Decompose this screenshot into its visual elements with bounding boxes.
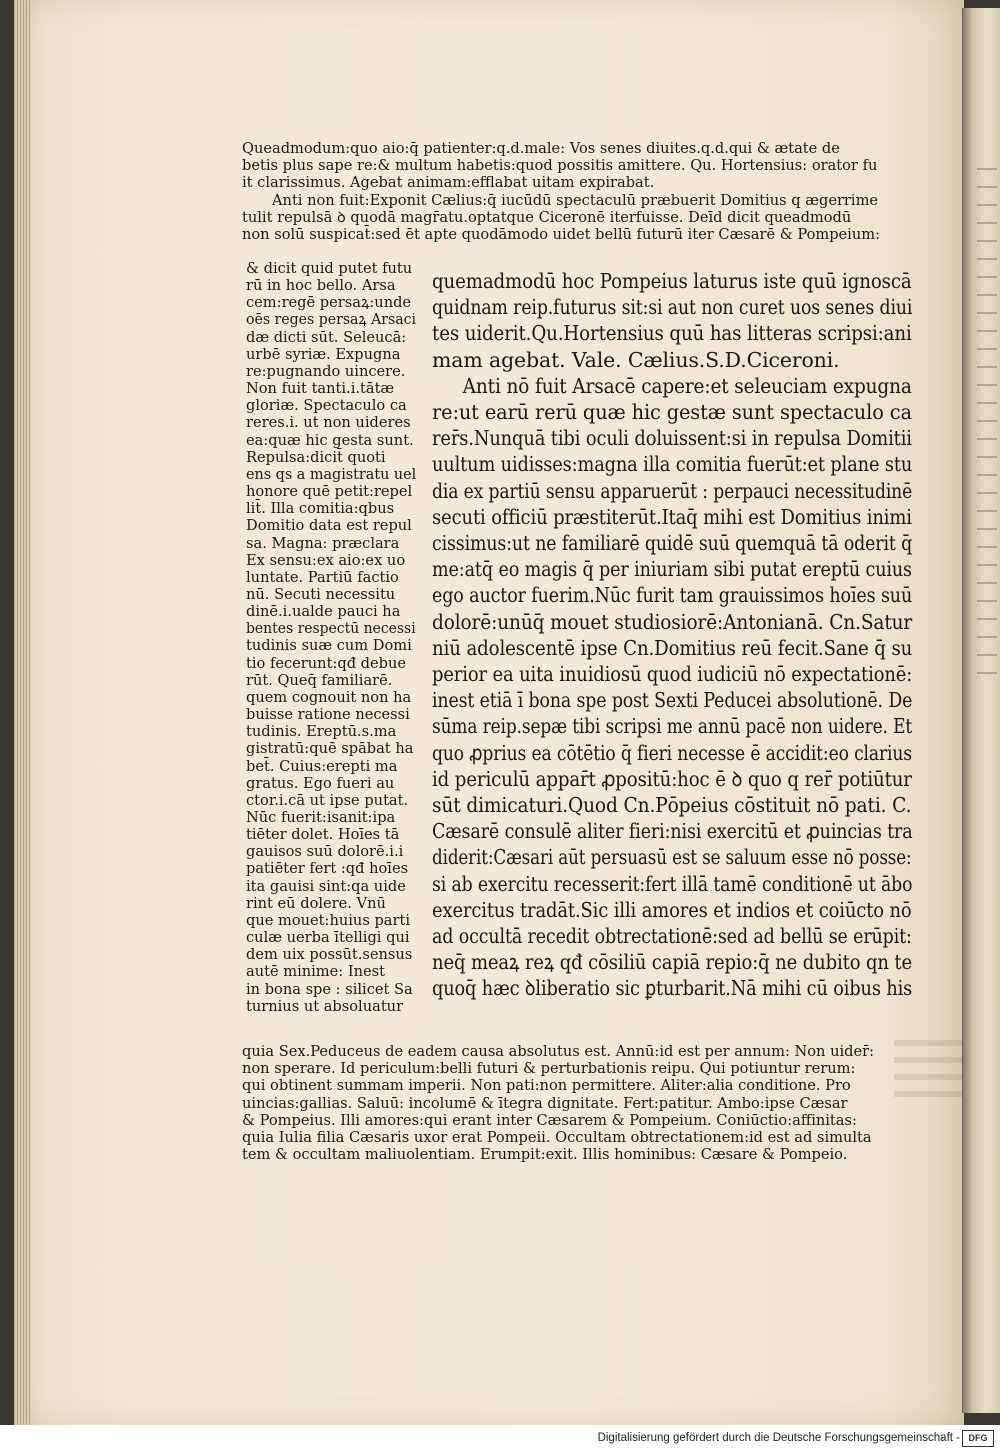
gloss-line: rint eū dolere. Vnū — [246, 894, 386, 912]
show-through-text — [894, 1040, 964, 1100]
gloss-line: gauisos suū dolorē.i.i — [246, 843, 404, 861]
commentary-line: tulit repulsā ꝺ quodā magr̄atu.optatque Ciceronē iterfuisse. Deīd dicit queadmodū — [242, 208, 852, 226]
main-text-line: neq̄ meaꝝ reꝝ qđ cōsiliū capiā repio:q̄ ne dubito qn te — [432, 950, 913, 975]
commentary-line: Anti non fuit:Exponit Cælius:q̄ iucūdū spectaculū præbuerit Domitius q ægerrime — [272, 191, 879, 209]
main-text-line: dolorē:unūq̄ mouet studiosiorē:Antonianā. Cn.Satur — [432, 609, 913, 634]
gloss-line: culæ uerba ītelligi qui — [246, 929, 410, 947]
gloss-line: ctor.i.cā ut ipse putat. — [246, 791, 409, 809]
gloss-line: Ex sensu:ex aio:ex uo — [246, 551, 406, 569]
gloss-line: tiēter dolet. Hoīes tā — [246, 826, 400, 844]
main-text-line: diderit:Cæsari aūt persuasū est se saluum esse nō posse: — [432, 845, 912, 870]
main-text-line: secuti officiū præstiterūt.Itaq̄ mihi est Domitius inimi — [432, 504, 912, 529]
gloss-line: tio fecerunt:qđ debue — [246, 654, 407, 672]
gloss-line: oēs reges persaꝝ Arsaci — [246, 311, 417, 329]
main-text-line: re:ut earū rerū quæ hic gestæ sunt spectaculo ca — [432, 400, 912, 425]
gloss-line: que mouet:huius parti — [246, 911, 411, 929]
bottom-commentary-block — [242, 1043, 917, 1163]
main-text-line: quidnam reip.futurus sit:si aut non curet uos senes diui — [432, 295, 913, 320]
gloss-line: in bona spe : silicet Sa — [246, 980, 413, 998]
main-text-line: mam agebat. Vale. Cælius.S.D.Ciceroni. — [432, 347, 840, 372]
main-text-line: quoq̄ hæc ꝺliberatio sic ꝑturbarit.Nā mihi cū oibus his — [432, 976, 913, 1001]
gloss-line: dem uix possūt.sensus — [246, 946, 413, 964]
gloss-line: patiēter fert :qđ hoīes — [246, 860, 409, 878]
main-text-line: exercitus tradāt.Sic illi amores et indios et coiūcto nō — [432, 897, 912, 922]
main-text-line: me:atq̄ eo magis q̄ per iniuriam sibi putat ereptū cuius — [432, 557, 912, 582]
page-edge-stack — [14, 0, 30, 1425]
next-page-text-marks — [977, 168, 997, 688]
gloss-line: nū. Secuti necessitu — [246, 585, 396, 603]
top-commentary-block — [242, 140, 912, 243]
gloss-line: honore quē petit:repel — [246, 483, 413, 501]
gloss-line: Repulsa:dicit̄ quoti — [246, 448, 386, 466]
gloss-line: urbē syriæ. Expugna — [246, 345, 401, 363]
gloss-line: Domitio data est repul — [246, 517, 412, 535]
main-text-line: si ab exercitu recesserit:fert illā tamē conditionē ut ābo — [432, 871, 913, 896]
digitization-footer — [0, 1425, 1000, 1451]
main-text-line: dia ex partiū sensu apparuerūt : perpauci necessitudinē — [432, 478, 913, 503]
gloss-line: Nūc fuerit:isanit:ipa — [246, 809, 396, 826]
commentary-line: uincias:gallias. Saluū: incolumē & ītegra dignitate. Fert:patitur. Ambo:ipse Cæsar — [242, 1094, 848, 1112]
gloss-line: rū in hoc bello. Arsa — [246, 277, 396, 295]
main-text-line: tes uiderit.Qu.Hortensius quū has litteras scripsi:ani — [432, 321, 912, 346]
main-text-line: quemadmodū hoc Pompeius laturus iste quū ignoscā — [432, 269, 912, 293]
main-text-line: sūt dimicaturi.Quod Cn.Pōpeius cōstituit nō pati. C. — [432, 793, 912, 818]
gloss-line: tudinis suæ cum Domi — [246, 637, 412, 655]
gloss-line: sa. Magna: præclara — [246, 534, 400, 552]
commentary-line: it clarissimus. Agebat animam:efflabat uitam expirabat. — [242, 174, 655, 192]
gloss-line: Non fuit tanti.i.tātæ — [246, 380, 395, 398]
main-text-line: ego auctor fuerim.Nūc furit tam grauissimos hoīes suū — [432, 583, 913, 608]
gloss-line: lit̄. Illa comitia:qbus — [246, 500, 395, 518]
commentary-line: Queadmodum:quo aio:q̄ patienter:q.d.male: Vos senes diuites.q.d.qui & ætate de — [242, 140, 840, 157]
gloss-line: ens qs a magistratu uel — [246, 465, 417, 483]
gloss-line: re:pugnando uincere. — [246, 362, 406, 380]
gloss-line: turnius ut absoluatur — [246, 997, 404, 1015]
commentary-line: quia Sex.Peduceus de eadem causa absolutus est. Annū:id est per annum: Non uider̄: — [242, 1043, 875, 1060]
gloss-line: rūt. Queq̄ familiarē. — [246, 671, 393, 689]
main-text-line: quo ꝓprius ea cōtētio q̄ fieri necesse ē accidit:eo clarius — [432, 740, 912, 765]
main-text-line: cissimus:ut ne familiarē quidē suū quemquā tā oderit q̄ — [432, 531, 913, 556]
commentary-line: tem & occultam maliuolentiam. Erumpit:exit. Illis hominibus: Cæsare & Pompeio. — [242, 1146, 848, 1164]
main-text-line: id periculū appar̄t ꝓpositū:hoc ē ꝺ quo q rer̄ potiūtur — [432, 766, 912, 791]
gloss-line: dinē.i.ualde pauci ha — [246, 603, 401, 621]
main-text-line: Anti nō fuit Arsacē capere:et seleuciam expugna — [462, 373, 912, 398]
commentary-line: betis plus sape re:& multum habetis:quod possitis amittere. Qu. Hortensius: orator fu — [242, 157, 878, 175]
main-text-line: ad occultā recedit obtrectationē:sed ad bellū se erūpit: — [432, 924, 912, 949]
gloss-line: quem cognouit non ha — [246, 688, 412, 706]
main-text-line: uultum uidisses:magna illa comitia fuerūt:et plane stu — [432, 452, 913, 477]
commentary-line: qui obtinent summam imperii. Non pati:non permittere. Aliter:alia conditione. Pro — [242, 1077, 851, 1095]
gloss-line: bentes respectū necessi — [246, 620, 416, 638]
commentary-line: non sperare. Id periculum:belli futuri & perturbationis reipu. Qui potiuntur rerum: — [242, 1060, 856, 1078]
commentary-line: non solū suspicat̄:sed ēt apte quodāmodo uidet bellū futurū iter Cæsarē & Pompeium: — [242, 226, 881, 244]
gloss-line: cem:regē persaꝝ:unde — [246, 294, 412, 312]
dfg-logo-icon: DFG — [962, 1430, 994, 1447]
gloss-line: ita gauisi sint:qa uide — [246, 877, 406, 895]
gloss-line: gistratū:quē spābat ha — [246, 740, 414, 758]
next-page-edge — [962, 8, 1000, 1413]
gloss-line: ea:quæ hic gesta sunt. — [246, 431, 414, 449]
commentary-line: & Pompeius. Illi amores:qui erant inter Cæsarem & Pompeium. Coniūctio:affinitas: — [242, 1111, 857, 1129]
footer-credit-text: Digitalisierung gefördert durch die Deutsche Forschungsgemeinschaft - — [597, 1432, 960, 1444]
main-text-line: perior ea uita inuidiosū quod iudiciū nō expectationē: — [432, 662, 913, 687]
gloss-line: gratus. Ego fueri au — [246, 774, 395, 792]
gloss-line: dæ dicti sūt. Seleucā: — [246, 328, 407, 346]
main-text-line: Cæsarē consulē aliter fieri:nisi exercitū et ꝓuincias tra — [432, 819, 913, 844]
gloss-line: reres.i. ut non uideres — [246, 414, 411, 432]
gloss-line: bet̄. Cuius:erepti ma — [246, 757, 398, 775]
gloss-line: tudinis. Ereptū.s.ma — [246, 723, 397, 741]
main-text-line: inest etiā ī bona spe post Sexti Peducei absolutionē. De — [432, 688, 913, 713]
commentary-line: quia Iulia filia Cæsaris uxor erat Pompeii. Occultam obtrectationem:id est ad simulta — [242, 1129, 872, 1147]
left-gloss-column — [246, 260, 416, 1015]
book-page — [14, 0, 964, 1425]
main-text-line: niū adolescentē ipse Cn.Domitius reū fecit.Sane q̄ su — [432, 635, 913, 660]
main-text-line: sūma reip.sepæ tibi scripsi me annū pacē non uidere. Et — [432, 714, 913, 739]
gloss-line: gloriæ. Spectaculo ca — [246, 397, 407, 415]
gloss-line: luntate. Partiū factio — [246, 568, 399, 586]
gloss-line: autē minime: Inest — [246, 963, 385, 981]
gloss-line: & dicit quid putet futu — [246, 260, 413, 277]
main-text-line: rer̄s.Nunquā tibi oculi doluissent:si in repulsa Domitii — [432, 426, 912, 451]
main-text-block — [432, 268, 912, 1002]
gloss-line: buisse ratione necessi — [246, 706, 410, 724]
